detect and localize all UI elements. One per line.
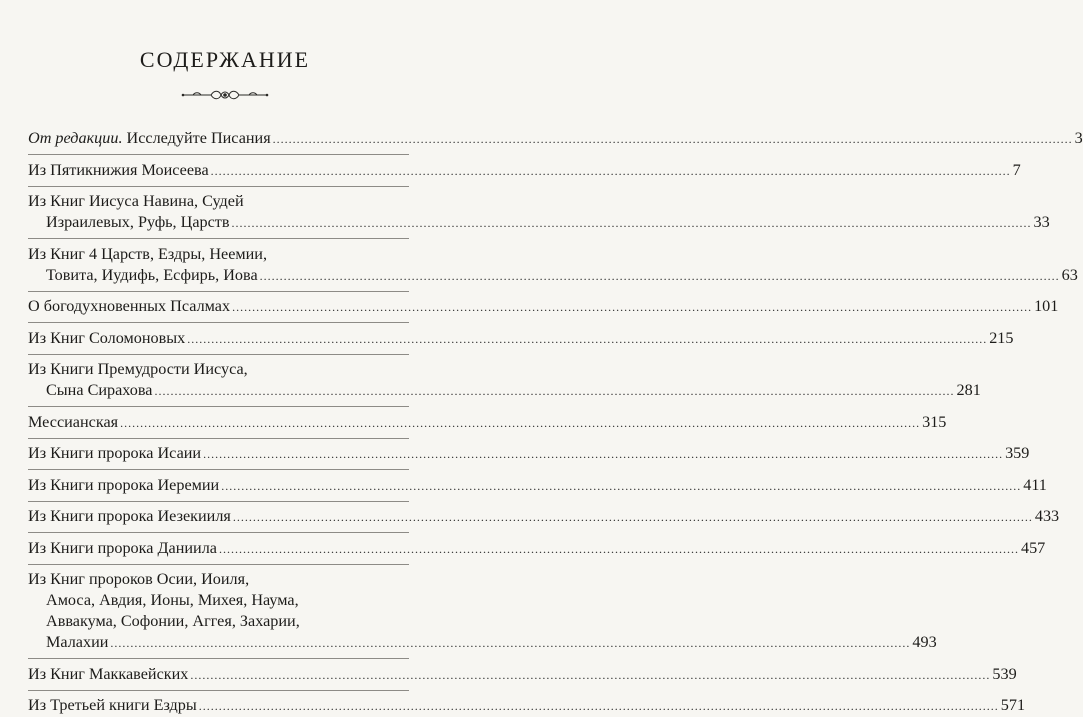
toc-divider: [28, 438, 409, 439]
toc-entry[interactable]: [28, 296, 1059, 318]
toc-entry-text: Из Пятикнижия Моисеева: [28, 160, 209, 179]
dot-leader: ........................................................................................................................................................................................................: [218, 541, 1019, 556]
toc-entry-title: [46, 632, 108, 653]
toc-entry[interactable]: [28, 506, 1060, 528]
toc-divider: [28, 469, 409, 470]
toc-divider: [28, 354, 409, 355]
toc-entry[interactable]: [28, 359, 981, 402]
toc-entry-text: Аввакума, Софонии, Аггея, Захарии,: [46, 612, 300, 630]
dot-leader: ........................................................................................................................................................................................................: [190, 667, 991, 682]
toc-page-number: 101: [1034, 297, 1059, 315]
toc-entry[interactable]: [28, 128, 1083, 150]
toc-entry-text: Из Книг Соломоновых: [28, 328, 186, 347]
toc-entry-text: Из Книги пророка Иеремии: [28, 475, 220, 494]
toc-page-number: 433: [1034, 507, 1060, 525]
toc-divider: [28, 658, 409, 659]
toc-entry-title: [28, 128, 271, 149]
toc-entry-title: [28, 296, 230, 317]
toc-entry-text: Из Книг пророков Осии, Иоиля,: [28, 570, 250, 588]
toc-entry-text: Мессианская: [28, 412, 119, 431]
toc-entry-italic-prefix: От редакции.: [28, 129, 123, 147]
dot-leader: ........................................................................................................................................................................................................: [232, 510, 1033, 524]
toc-entry[interactable]: [28, 475, 1047, 497]
toc-entry-text: О богодухновенных Псалмах: [28, 297, 231, 315]
toc-entry-title: [28, 160, 209, 181]
dot-leader: ........................................................................................................................................................................................................: [272, 132, 1073, 146]
toc-page-number: 359: [1005, 444, 1030, 462]
dot-leader: ........................................................................................................................................................................................................: [110, 636, 911, 650]
toc-page-number: 33: [1033, 213, 1050, 231]
decorative-flourish-icon: [181, 88, 269, 102]
toc-entry-title: [28, 695, 197, 716]
toc-entry-title: [28, 475, 219, 496]
toc-entry[interactable]: [28, 569, 937, 654]
toc-entry-text: Из Книги пророка Иезекииля: [28, 507, 231, 525]
toc-entry[interactable]: [28, 160, 1021, 182]
toc-page-number: 63: [1061, 265, 1078, 284]
toc-page-number: 411: [1023, 475, 1047, 494]
dot-leader: ........................................................................................................................................................................................................: [232, 300, 1033, 314]
toc-entry-text: Амоса, Авдия, Ионы, Михея, Наума,: [46, 591, 299, 609]
toc-entry-title: [28, 664, 188, 685]
dot-leader: ........................................................................................................................................................................................................: [198, 699, 999, 713]
toc-page-number: 7: [1012, 160, 1021, 179]
toc-divider: [28, 564, 409, 565]
toc-page-number: 281: [956, 381, 981, 399]
toc-entry-text: Из Книг 4 Царств, Ездры, Неемии,: [28, 244, 268, 263]
toc-entry-title: [46, 265, 258, 286]
toc-entry-text: Товита, Иудифь, Есфирь, Иова: [46, 265, 258, 284]
toc-page-number: 215: [989, 328, 1014, 347]
toc-divider: [28, 186, 409, 187]
toc-entry[interactable]: [28, 538, 1046, 560]
toc-entry-title: [28, 443, 201, 464]
toc-entry-title: [28, 328, 185, 349]
toc-divider: [28, 238, 409, 239]
toc-divider: [28, 501, 409, 502]
toc-entry-title: [28, 412, 118, 433]
toc-divider: [28, 532, 409, 533]
toc-entry[interactable]: [28, 191, 1050, 234]
toc-entry[interactable]: [28, 695, 1026, 717]
toc-entry[interactable]: [28, 328, 1014, 350]
toc-divider: [28, 690, 409, 691]
toc-divider: [28, 406, 409, 407]
dot-leader: ........................................................................................................................................................................................................: [120, 415, 921, 430]
toc-entry-text: Сына Сирахова: [46, 381, 153, 399]
dot-leader: ........................................................................................................................................................................................................: [231, 216, 1032, 230]
toc-entry-text: Из Книг Иисуса Навина, Судей: [28, 192, 244, 210]
toc-page-number: 571: [1000, 696, 1026, 714]
toc-entry-title: [28, 506, 231, 527]
toc-page-number: 457: [1020, 538, 1046, 557]
page-title: СОДЕРЖАНИЕ: [139, 47, 311, 72]
dot-leader: ........................................................................................................................................................................................................: [203, 447, 1004, 461]
toc-entry-title: [46, 380, 153, 401]
toc-divider: [28, 322, 409, 323]
toc-entry-text: Из Книг Маккавейских: [28, 664, 189, 683]
dot-leader: ........................................................................................................................................................................................................: [221, 478, 1022, 493]
toc-entry-title: [46, 212, 230, 233]
toc-entry-text: Из Книги пророка Даниила: [28, 538, 217, 557]
toc-entry-text: Из Книги Премудрости Иисуса,: [28, 360, 248, 378]
toc-entry-title: [28, 538, 217, 559]
toc-entry-text: Малахии: [46, 633, 109, 651]
toc-page-number: 539: [992, 664, 1017, 683]
toc-entry[interactable]: [28, 244, 1078, 287]
toc-entry-text: Исследуйте Писания: [126, 129, 271, 147]
dot-leader: ........................................................................................................................................................................................................: [187, 331, 988, 346]
toc-page-number: 315: [922, 412, 947, 431]
toc-page-number: 493: [912, 633, 937, 651]
toc-entry[interactable]: [28, 443, 1030, 465]
toc-entry-text: Израилевых, Руфь, Царств: [46, 213, 230, 231]
dot-leader: ........................................................................................................................................................................................................: [154, 384, 955, 398]
toc-entry-text: Из Третьей книги Ездры: [28, 696, 197, 714]
dot-leader: ........................................................................................................................................................................................................: [259, 268, 1060, 283]
toc-page-number: 3: [1074, 129, 1083, 147]
toc-entry[interactable]: [28, 412, 947, 434]
toc-entry[interactable]: [28, 664, 1017, 686]
toc-divider: [28, 291, 409, 292]
dot-leader: ........................................................................................................................................................................................................: [210, 163, 1011, 178]
toc-entry-text: Из Книги пророка Исаии: [28, 444, 202, 462]
toc-divider: [28, 154, 409, 155]
